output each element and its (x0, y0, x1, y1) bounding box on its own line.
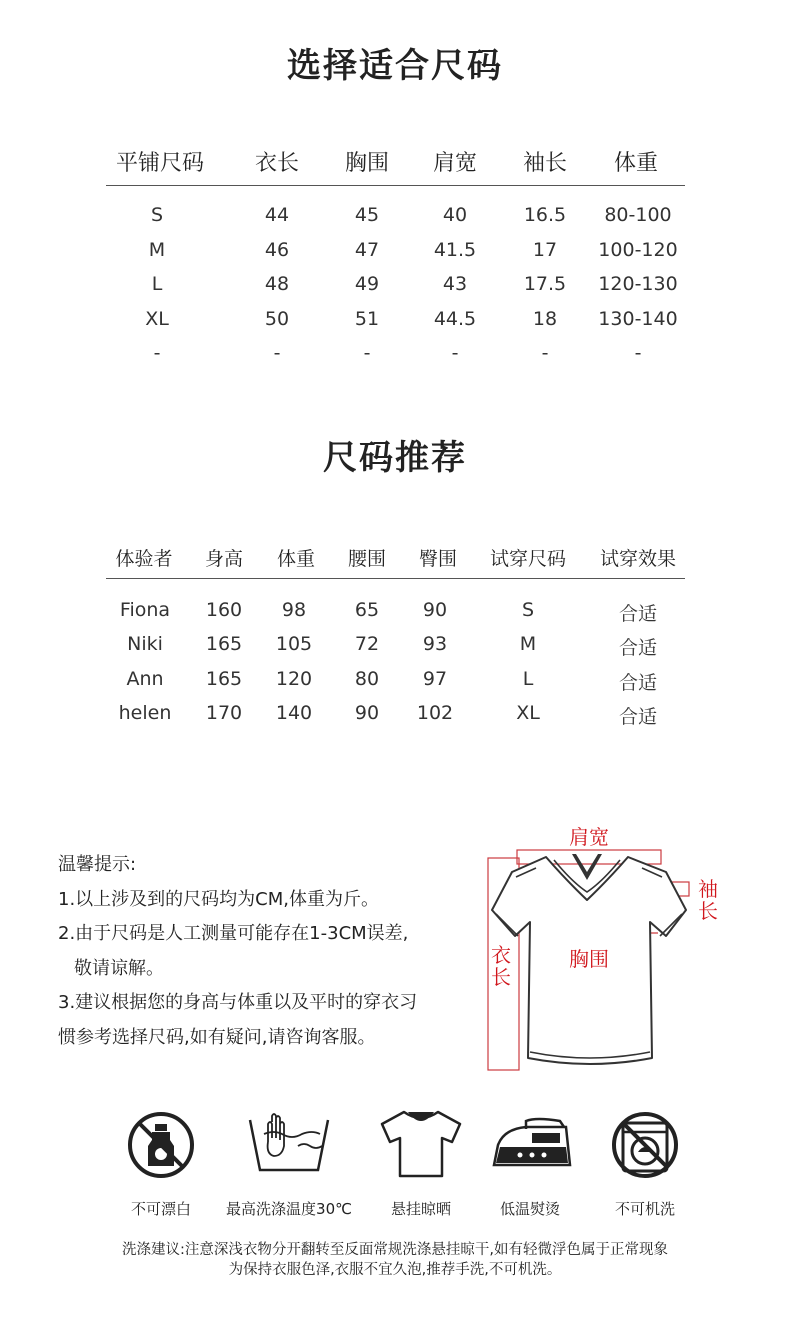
header-cell: 体重 (613, 151, 659, 176)
chest-label: 胸围 (569, 947, 609, 971)
table-cell: 合适 (618, 637, 658, 659)
header-cell: 肩宽 (432, 151, 478, 176)
tips-line: 2.由于尺码是人工测量可能存在1-3CM误差, (58, 923, 409, 944)
tips-line: 3.建议根据您的身高与体重以及平时的穿衣习 (58, 992, 418, 1013)
no-bleach-icon (126, 1110, 196, 1180)
table-cell: 165 (205, 633, 243, 655)
table-cell: 45 (354, 204, 380, 226)
header-cell: 胸围 (344, 151, 390, 176)
sleeve-label-char: 袖 (698, 877, 718, 901)
washing-advice-line: 洗涤建议:注意深浅衣物分开翻转至反面常规洗涤悬挂晾干,如有轻微浮色属于正常现象 (122, 1242, 668, 1258)
table-cell: Ann (126, 668, 164, 690)
length-label (491, 944, 511, 988)
header-cell: 袖长 (522, 151, 568, 176)
table-cell: 48 (264, 273, 290, 295)
table-cell: 50 (264, 308, 290, 330)
shoulder-label: 肩宽 (569, 825, 609, 849)
wash-30-icon (246, 1112, 332, 1174)
no-machine-wash-icon (610, 1110, 680, 1180)
table-cell: 合适 (618, 706, 658, 728)
table-cell: 120 (275, 668, 313, 690)
header-cell: 试穿尺码 (489, 548, 567, 570)
collar-v (572, 854, 602, 880)
table-cell: 17 (532, 239, 558, 261)
table-cell: S (150, 204, 164, 226)
sleeve-label (698, 878, 718, 922)
table-cell: 51 (354, 308, 380, 330)
tips-heading: 温馨提示: (58, 854, 137, 875)
care-label: 不可漂白 (130, 1200, 192, 1218)
table-cell: XL (516, 702, 540, 724)
table-cell: 41.5 (433, 239, 477, 261)
hang-dry-icon (378, 1108, 464, 1180)
recommend-title: 尺码推荐 (323, 438, 467, 478)
table-cell: M (519, 633, 537, 655)
table-cell: - (153, 342, 161, 364)
header-cell: 腰围 (347, 548, 387, 570)
care-label: 悬挂晾晒 (390, 1200, 452, 1218)
table-cell: 97 (422, 668, 448, 690)
table-cell: 47 (354, 239, 380, 261)
table-cell: L (522, 668, 534, 690)
table-cell: Fiona (119, 599, 171, 621)
table-cell: 44 (264, 204, 290, 226)
table-cell: 165 (205, 668, 243, 690)
header-cell: 体验者 (115, 548, 173, 570)
table-cell: M (148, 239, 166, 261)
header-cell: 臀围 (418, 548, 458, 570)
tips-block (58, 848, 417, 1055)
table-cell: 17.5 (523, 273, 567, 295)
table-cell: 18 (532, 308, 558, 330)
table-cell: 16.5 (523, 204, 567, 226)
header-cell: 衣长 (254, 151, 300, 176)
table-cell: S (521, 599, 535, 621)
header-cell: 体重 (276, 548, 316, 570)
length-label-char: 衣 (491, 943, 511, 967)
table-cell: 80 (354, 668, 380, 690)
table-cell: 40 (442, 204, 468, 226)
length-label-char: 长 (491, 965, 511, 989)
header-cell: 身高 (204, 548, 244, 570)
table-cell: - (634, 342, 642, 364)
table-cell: 102 (416, 702, 454, 724)
table-cell: XL (145, 308, 169, 330)
header-rule (106, 578, 685, 579)
washing-advice (0, 1240, 790, 1280)
table-cell: - (273, 342, 281, 364)
table-cell: 98 (281, 599, 307, 621)
table-cell: 90 (354, 702, 380, 724)
iron-low-icon (490, 1115, 574, 1171)
table-cell: 44.5 (433, 308, 477, 330)
table-cell: 49 (354, 273, 380, 295)
table-cell: L (151, 273, 163, 295)
tips-line: 惯参考选择尺码,如有疑问,请咨询客服。 (58, 1026, 376, 1048)
table-cell: 93 (422, 633, 448, 655)
table-cell: Niki (127, 633, 163, 655)
table-cell: 合适 (618, 603, 658, 625)
table-cell: 90 (422, 599, 448, 621)
table-cell: 46 (264, 239, 290, 261)
tips-line: 1.以上涉及到的尺码均为CM,体重为斤。 (58, 888, 379, 910)
table-cell: 100-120 (598, 239, 678, 261)
table-cell: 130-140 (598, 308, 678, 330)
care-label: 不可机洗 (614, 1200, 676, 1218)
header-cell: 试穿效果 (599, 548, 677, 570)
care-label: 低温熨烫 (499, 1200, 561, 1218)
table-cell: 160 (205, 599, 243, 621)
table-cell: 72 (354, 633, 380, 655)
table-cell: - (541, 342, 549, 364)
sleeve-label-char: 长 (698, 899, 718, 923)
table-cell: 170 (205, 702, 243, 724)
table-cell: 80-100 (604, 204, 672, 226)
washing-advice-line: 为保持衣服色泽,衣服不宜久泡,推荐手洗,不可机洗。 (228, 1262, 562, 1278)
table-cell: 65 (354, 599, 380, 621)
care-label: 最高洗涤温度30℃ (226, 1200, 352, 1218)
table-cell: 105 (275, 633, 313, 655)
table-cell: - (363, 342, 371, 364)
tips-line: 敬请谅解。 (74, 957, 164, 979)
header-cell: 平铺尺码 (115, 151, 205, 176)
table-cell: - (451, 342, 459, 364)
table-cell: 合适 (618, 672, 658, 694)
size-chart-title: 选择适合尺码 (287, 46, 503, 86)
table-cell: 43 (442, 273, 468, 295)
table-cell: 140 (275, 702, 313, 724)
table-cell: helen (118, 702, 172, 724)
table-cell: 120-130 (598, 273, 678, 295)
